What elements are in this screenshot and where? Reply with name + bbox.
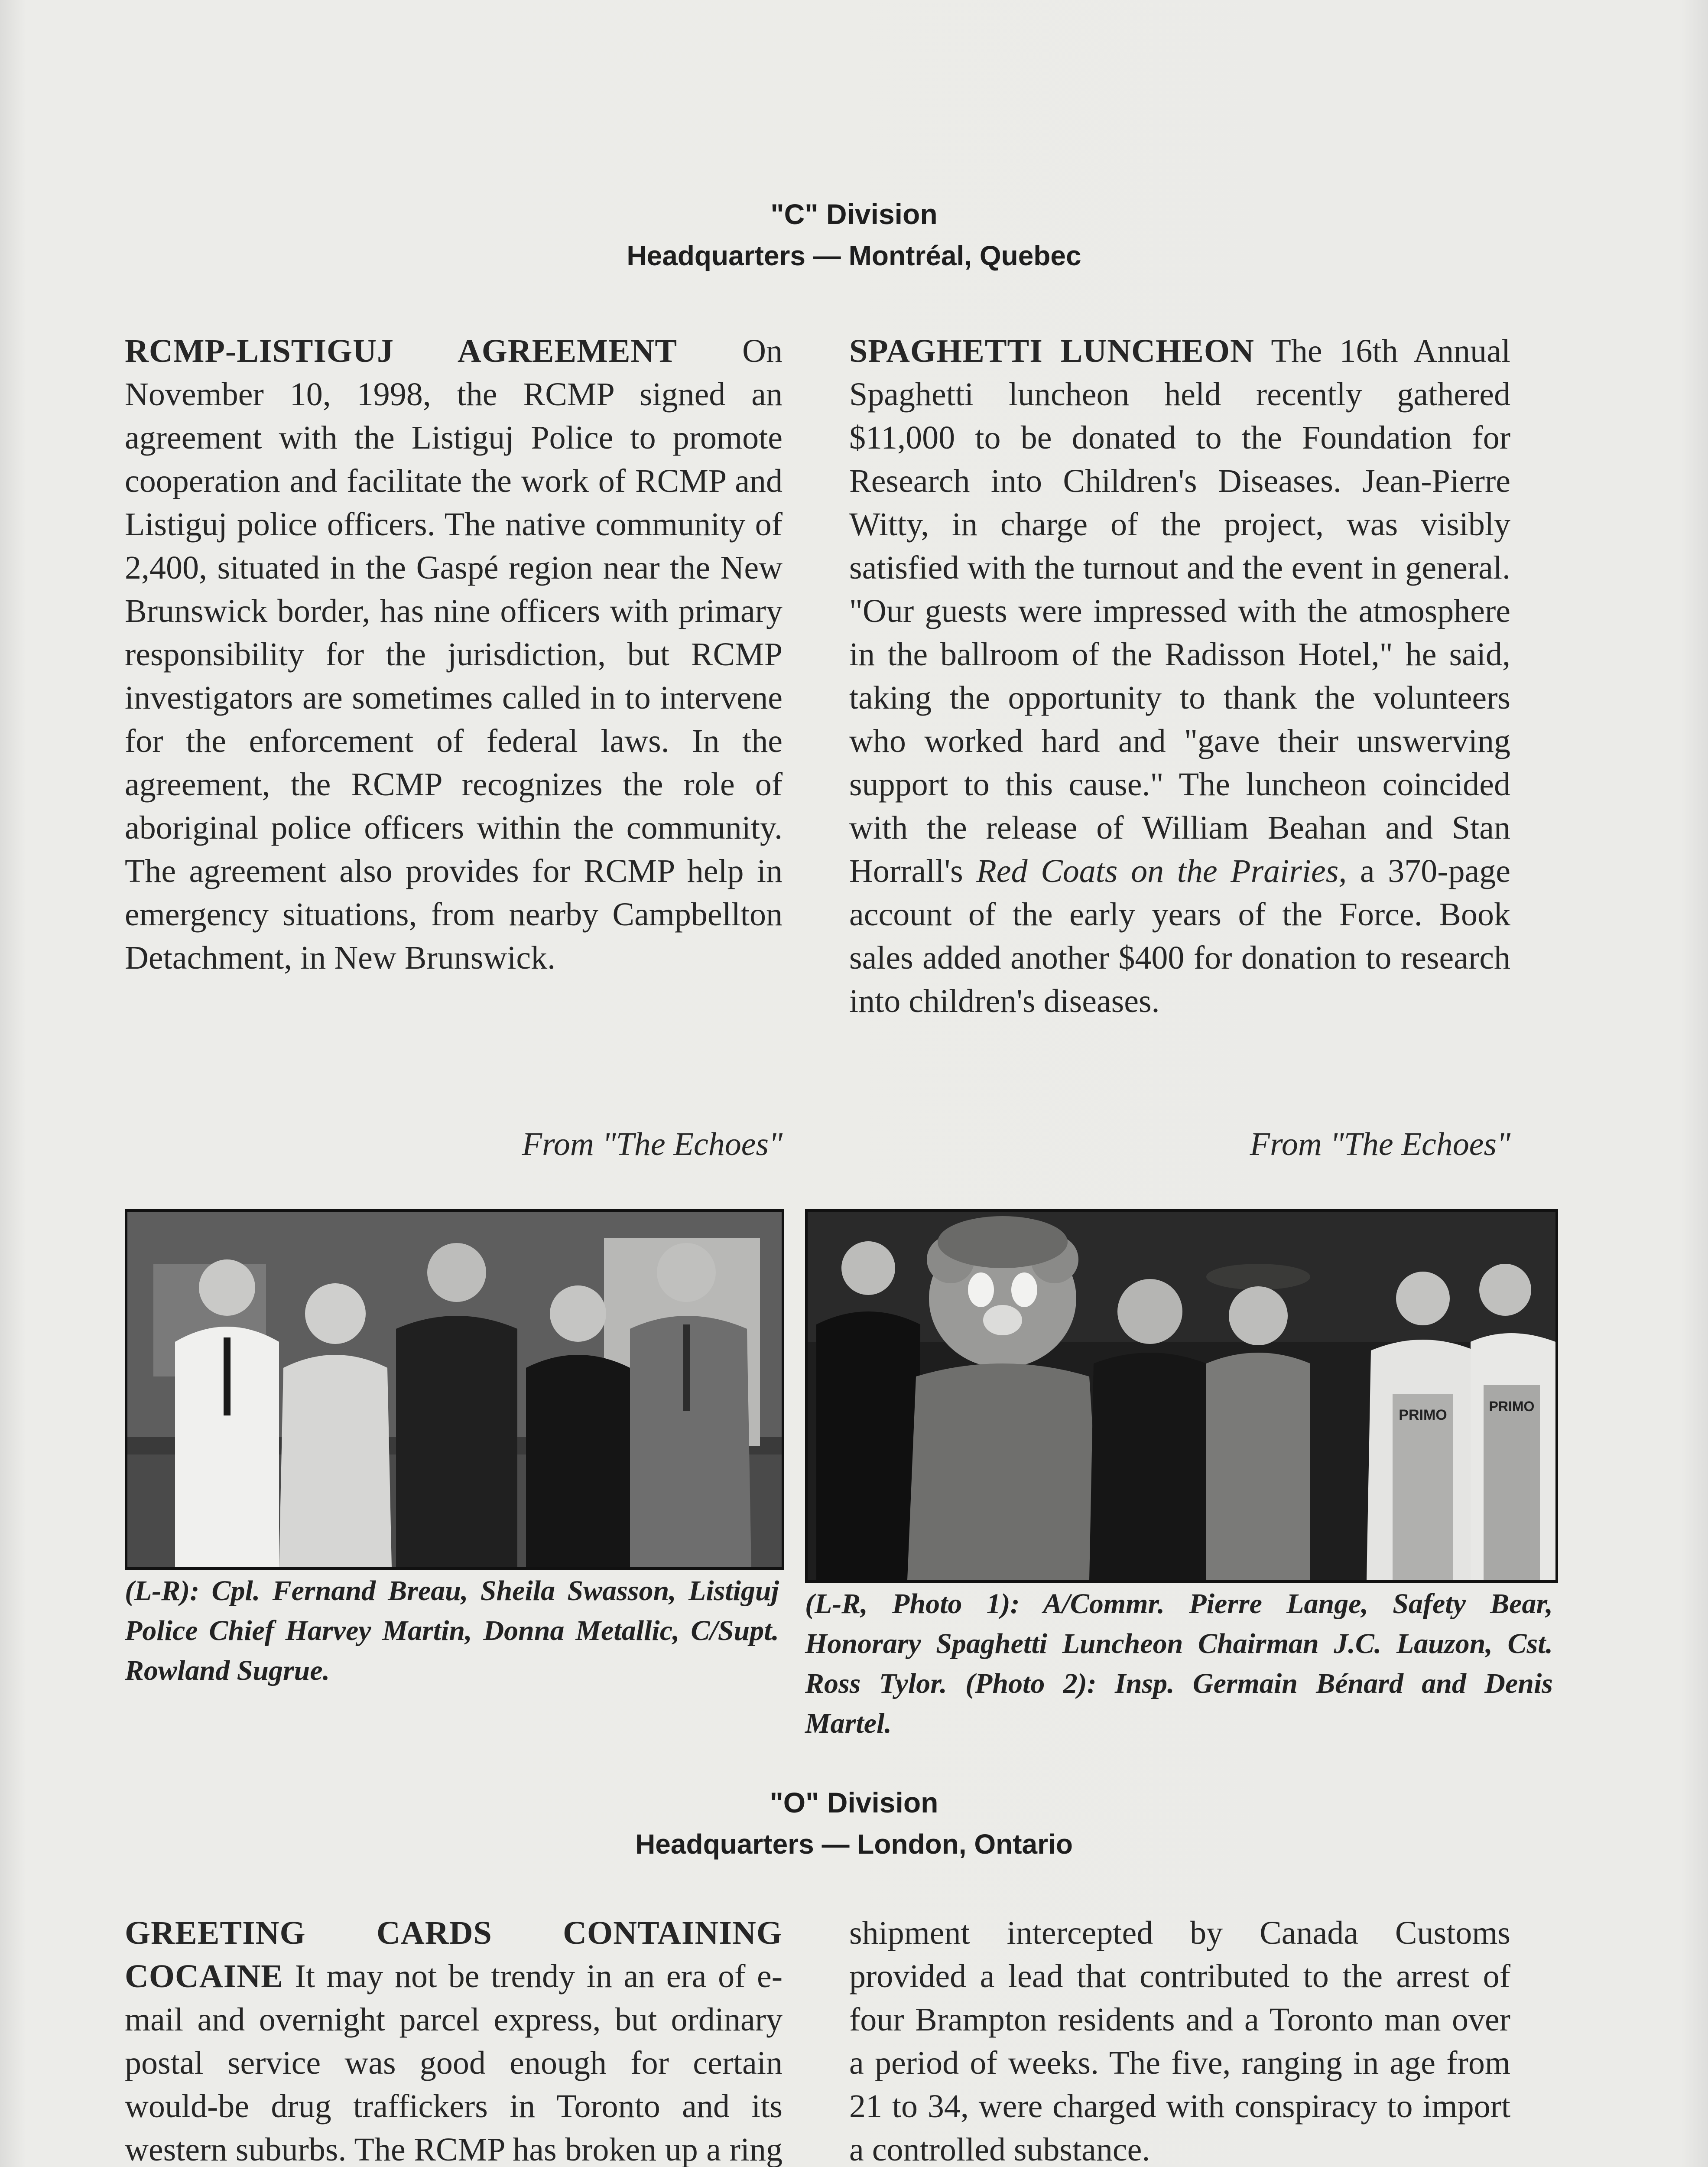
article-listiguj-source: From "The Echoes" [522,1126,783,1162]
division-c-subtitle: Headquarters — Montréal, Quebec [627,240,1081,272]
division-o-title: "O" Division [770,1786,938,1819]
article-cocaine-part-1 [125,1911,783,2167]
article-cocaine-body-1: It may not be trendy in an era of e-mail and overnight parcel express, but ordinary postal service was good enough for certain would-be drug traffickers in Toronto and its western suburbs. The RCMP has broken up a ring [125,1958,783,2167]
photo-listiguj-group [125,1209,784,1570]
book-title: Red Coats on the Prairies, [976,853,1347,889]
division-c-title: "C" Division [770,198,938,230]
article-listiguj-body: On November 10, 1998, the RCMP signed an agreement with the Listiguj Police to promote cooperation and facilitate the work of RCMP and Listiguj police officers. The native community of 2,400, situated in the Gaspé region near the New Brunswick border, has nine officers with primary responsibility for the jurisdiction, but RCMP investigators are sometimes called in to intervene for the enforcement of federal laws. In the agreement, the RCMP recognizes the role of aboriginal police officers within the community. The agreement also provides for RCMP help in emergency situations, from nearby Campbellton Detachment, in New Brunswick. [125,333,783,976]
photo-spaghetti-caption: (L-R, Photo 1): A/Commr. Pierre Lange, Safety Bear, Honorary Spaghetti Luncheon Chairman J.C. Lauzon, Cst. Ross Tylor. (Photo 2): Insp. Germain Bénard and Denis Martel. [805,1588,1553,1739]
article-cocaine-part-2 [849,1911,1510,2167]
article-listiguj-kicker: RCMP-LISTIGUJ AGREEMENT [125,333,678,369]
article-spaghetti-body-1: The 16th Annual Spaghetti luncheon held recently gathered $11,000 to be donated to the Foundation for Research into Children's Diseases. Jean-Pierre Witty, in charge of the project, was visibly satisfied with the turnout and the event in general. "Our guests were impressed with the atmosphere in the ballroom of the Radisson Hotel," he said, taking the opportunity to thank the volunteers who worked hard and "gave their unswerving support to this cause." The luncheon coincided with the release of William Beahan and Stan Horrall's [849,333,1511,889]
apron-text-right: PRIMO [1489,1399,1535,1414]
division-o-header [0,1786,1708,1861]
article-cocaine-kicker: GREETING CARDS CONTAINING COCAINE [125,1915,783,1995]
article-cocaine-body-2: shipment intercepted by Canada Customs provided a lead that contributed to the arrest of four Brampton residents and a Toronto man over a period of weeks. The five, ranging in age from 21 to 34, were charged with conspiracy to import a controlled substance. [849,1915,1510,2167]
article-spaghetti-body-2: a 370-page account of the early years of the Force. Book sales added another $400 for donation to research into children's diseases. [849,853,1510,1019]
article-spaghetti-source: From "The Echoes" [1250,1126,1510,1162]
division-c-header [0,197,1708,273]
article-spaghetti-kicker: SPAGHETTI LUNCHEON [849,333,1254,369]
article-spaghetti [849,329,1510,1023]
photo-spaghetti-image [808,1212,1555,1580]
article-listiguj [125,329,783,979]
division-o-subtitle: Headquarters — London, Ontario [635,1829,1073,1860]
photo-listiguj-image [127,1212,782,1567]
photo-spaghetti-luncheon [805,1209,1558,1583]
apron-text-left: PRIMO [1399,1407,1447,1423]
photo-listiguj-caption: (L-R): Cpl. Fernand Breau, Sheila Swasson, Listiguj Police Chief Harvey Martin, Donna Metallic, C/Supt. Rowland Sugrue. [125,1575,779,1686]
